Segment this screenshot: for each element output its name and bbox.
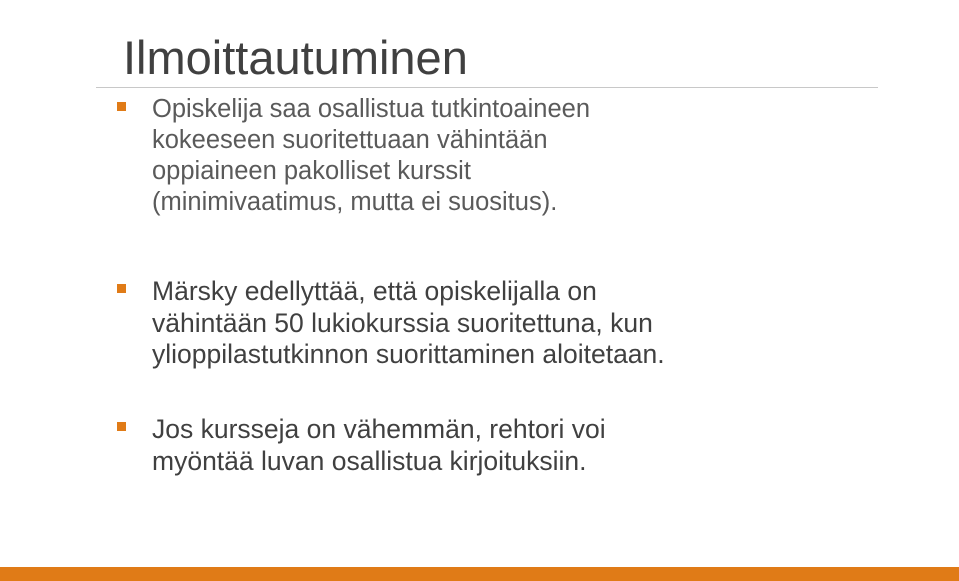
square-bullet-icon	[117, 284, 126, 293]
footer-accent-bar	[0, 567, 959, 581]
square-bullet-icon	[117, 422, 126, 431]
square-bullet-icon	[117, 102, 126, 111]
bullet-text: Märsky edellyttää, että opiskelijalla on vähintään 50 lukiokurssia suoritettuna, kun ylioppilastutkinnon suorittaminen aloitetaan.	[152, 276, 665, 369]
bullet-text: Opiskelija saa osallistua tutkintoaineen kokeeseen suoritettuaan vähintään oppiaineen pakolliset kurssit (minimivaatimus, mutta ei suositus).	[152, 95, 591, 216]
bullet-text: Jos kursseja on vähemmän, rehtori voi myöntää luvan osallistua kirjoituksiin.	[152, 414, 606, 476]
title-divider	[96, 87, 878, 88]
slide-title: Ilmoittautuminen	[123, 31, 468, 85]
